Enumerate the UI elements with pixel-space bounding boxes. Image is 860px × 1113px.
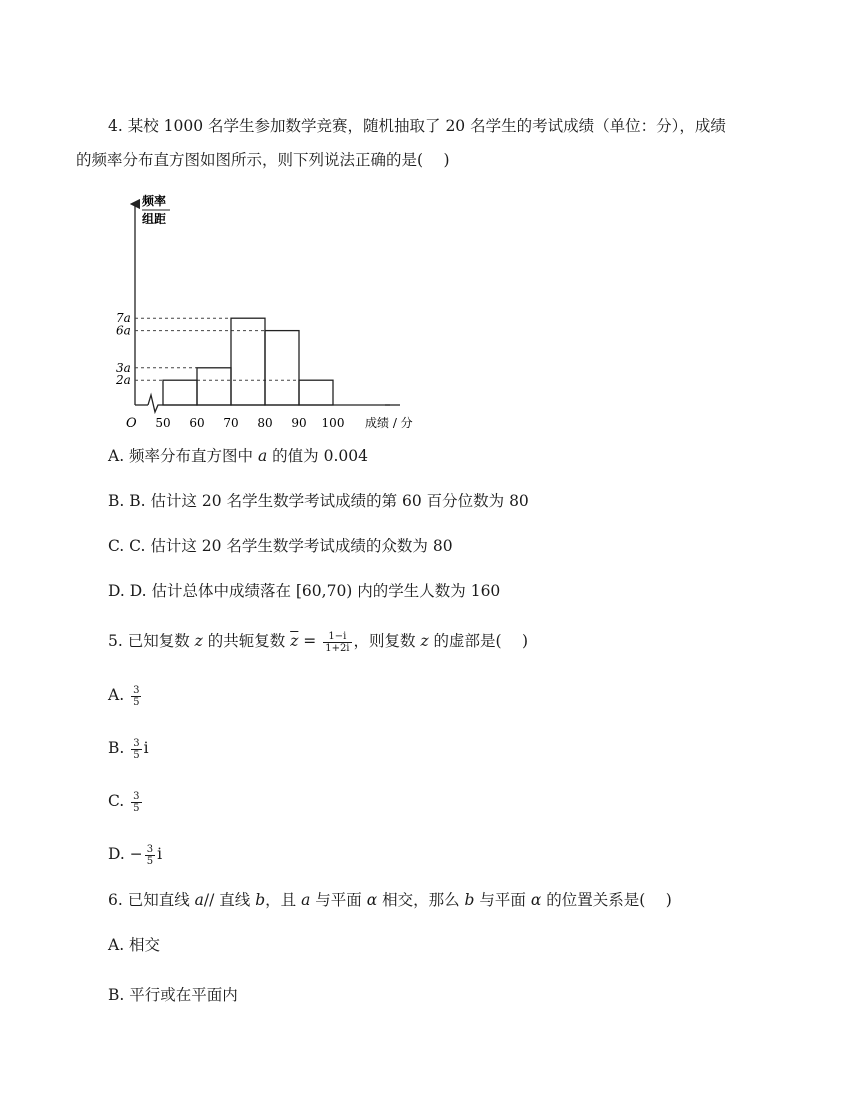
x-axis-label: 成绩 / 分 (365, 416, 413, 430)
q5-opt-den: 5 (133, 696, 140, 708)
q6-b1: b (255, 891, 266, 909)
q6-p7: 的位置关系是( ) (541, 891, 672, 909)
q5-end: 的虚部是( ) (428, 632, 529, 650)
q5-opt-num: 3 (133, 737, 140, 749)
histogram-bar-90-100 (299, 380, 333, 405)
q5-opt-num: 3 (133, 684, 140, 696)
q5-opt-fraction (145, 844, 155, 867)
q6-b2: b (464, 891, 475, 909)
q4-option-c: C. C. 估计这 20 名学生数学考试成绩的众数为 80 (108, 537, 453, 555)
x-tick-label: 70 (223, 416, 239, 430)
q5-opt-den: 5 (133, 802, 140, 814)
histogram-bar-80-90 (265, 331, 299, 405)
x-tick-label: 60 (189, 416, 205, 430)
q6-p4: 与平面 (310, 891, 367, 909)
q5-opt-tail: i (143, 739, 149, 757)
x-tick-label: 100 (321, 416, 345, 430)
q5-opt-num: 3 (146, 843, 154, 855)
q5-opt-den: 5 (146, 855, 154, 867)
q5-opt-sign: − (129, 845, 143, 863)
q4-option-a-suffix: 的值为 0.004 (267, 447, 368, 465)
q5-opt-fraction (131, 738, 141, 761)
x-tick-label: 80 (257, 416, 273, 430)
q6-option-b: B. 平行或在平面内 (108, 986, 238, 1004)
y-tick-label: 6a (116, 323, 131, 338)
axis-break (148, 395, 390, 412)
histogram-bar-50-60 (163, 380, 197, 405)
q4-option-d: D. D. 估计总体中成绩落在 [60,70) 内的学生人数为 160 (108, 582, 501, 600)
histogram-bar-60-70 (197, 368, 231, 405)
q5-z: z (194, 632, 203, 650)
q6-stem (108, 890, 672, 910)
q5-mid2: ，则复数 (353, 632, 421, 650)
q5-opt-label: A. (108, 686, 130, 704)
q6-p6: 与平面 (474, 891, 531, 909)
q4-option-a-prefix: A. 频率分布直方图中 (108, 447, 258, 465)
q4-option-a-var: a (257, 447, 268, 465)
q5-opt-fraction (131, 685, 141, 708)
q4-stem-line2: 的频率分布直方图如图所示，则下列说法正确的是( ) (76, 151, 450, 169)
q5-z2: z (420, 632, 429, 650)
q5-opt-den: 5 (133, 749, 140, 761)
q5-opt-tail: i (157, 845, 163, 863)
y-label-top: 频率 (142, 194, 167, 208)
q6-a1: a (194, 891, 204, 909)
q4-stem-line1: 4. 某校 1000 名学生参加数学竞赛，随机抽取了 20 名学生的考试成绩（单位：分），成绩 (108, 117, 726, 135)
q5-eq: = (298, 632, 322, 650)
q5-opt-label: D. (108, 845, 130, 863)
q5-stem (108, 628, 528, 654)
q6-p1: 6. 已知直线 (108, 891, 195, 909)
q5-frac-num: 1−i (323, 631, 351, 643)
q5-opt-label: C. (108, 792, 130, 810)
frequency-histogram (100, 190, 460, 430)
q4-option-b: B. B. 估计这 20 名学生数学考试成绩的第 60 百分位数为 80 (108, 492, 529, 510)
q5-option-d (108, 841, 162, 867)
q6-p5: 相交，那么 (377, 891, 465, 909)
q5-opt-label: B. (108, 739, 130, 757)
q6-a2: a (301, 891, 311, 909)
histogram-bar-70-80 (231, 318, 265, 405)
q5-opt-num: 3 (133, 790, 140, 802)
y-tick-label: 3a (116, 360, 131, 375)
origin-label: O (126, 416, 137, 430)
q5-opt-fraction (131, 791, 141, 814)
y-tick-label: 7a (116, 311, 131, 326)
x-tick-label: 90 (291, 416, 307, 430)
q4-option-a (108, 446, 368, 466)
q6-p3: ，且 (265, 891, 302, 909)
q5-zbar: $\overline{z}$ (290, 632, 299, 650)
y-label-bottom: 组距 (142, 212, 167, 226)
x-tick-label: 50 (155, 416, 171, 430)
q6-alpha2: α (530, 891, 542, 909)
y-tick-label: 2a (116, 373, 131, 388)
q6-p2: // 直线 (203, 891, 256, 909)
q5-prefix: 5. 已知复数 (108, 632, 195, 650)
q6-alpha1: α (366, 891, 378, 909)
q5-fraction (323, 631, 351, 654)
q5-option-c (108, 788, 144, 814)
q5-frac-den: 1+2i (325, 642, 350, 654)
q6-option-a: A. 相交 (108, 936, 161, 954)
q5-mid: 的共轭复数 (202, 632, 291, 650)
q5-option-b (108, 735, 149, 761)
q5-option-a (108, 682, 143, 708)
